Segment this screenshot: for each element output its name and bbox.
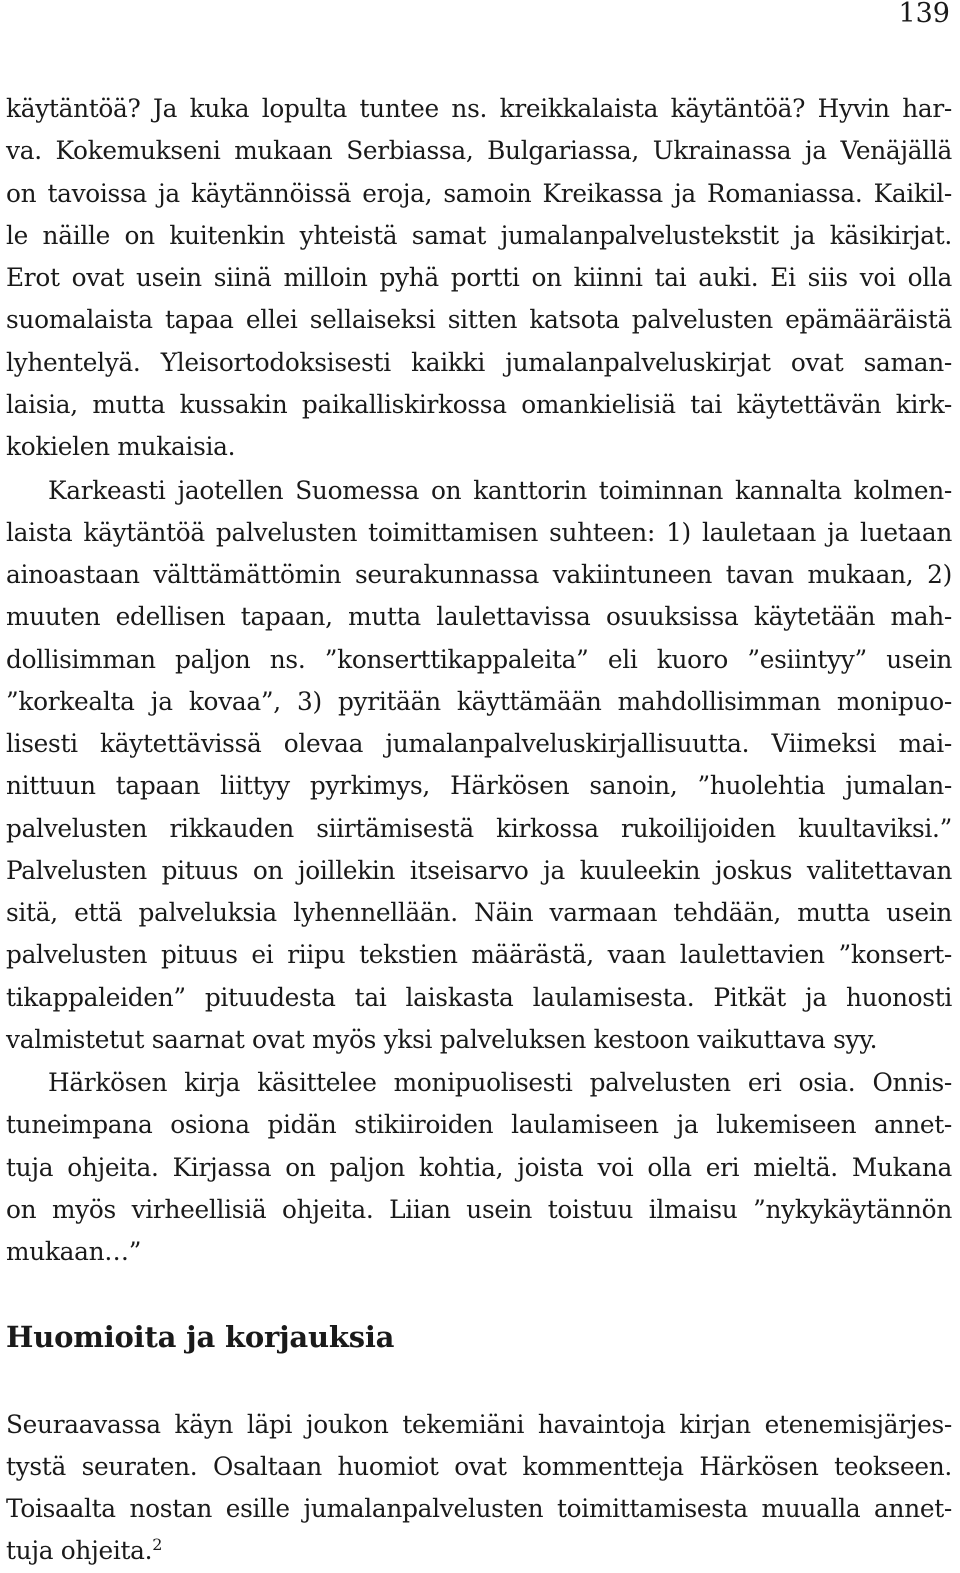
paragraph1-line: laisia, mutta kussakin paikalliskirkossa omankielisiä tai käytettävän kirk- [6, 390, 952, 419]
paragraph4-line: tystä seuraten. Osaltaan huomiot ovat kommentteja Härkösen teokseen. [6, 1452, 952, 1481]
paragraph2-line: dollisimman paljon ns. ”konserttikappaleita” eli kuoro ”esiintyy” usein [6, 645, 952, 674]
paragraph4-line: Toisaalta nostan esille jumalanpalvelusten toimittamisesta muualla annet- [6, 1494, 952, 1523]
paragraph4-line: Seuraavassa käyn läpi joukon tekemiäni havaintoja kirjan etenemisjärjes- [6, 1410, 952, 1439]
paragraph2-line: Palvelusten pituus on joillekin itseisarvo ja kuuleekin joskus valitettavan [6, 856, 952, 885]
paragraph3-line: on myös virheellisiä ohjeita. Liian usein toistuu ilmaisu ”nykykäytännön [6, 1195, 952, 1224]
paragraph1-line: va. Kokemukseni mukaan Serbiassa, Bulgariassa, Ukrainassa ja Venäjällä [6, 136, 952, 165]
paragraph2-line: nittuun tapaan liittyy pyrkimys, Härkösen sanoin, ”huolehtia jumalan- [6, 771, 952, 800]
paragraph2-line: palvelusten pituus ei riipu tekstien määrästä, vaan laulettavien ”konsert- [6, 940, 952, 969]
paragraph2-line: ainoastaan välttämättömin seurakunnassa vakiintuneen tavan mukaan, 2) [6, 560, 952, 589]
paragraph4-last-text: tuja ohjeita. [6, 1536, 153, 1565]
paragraph3-line: mukaan…” [6, 1237, 142, 1266]
paragraph1-line: Erot ovat usein siinä milloin pyhä portti on kiinni tai auki. Ei siis voi olla [6, 263, 952, 292]
paragraph2-line: lisesti käytettävissä olevaa jumalanpalveluskirjallisuutta. Viimeksi mai- [6, 729, 952, 758]
paragraph2-line: tikappaleiden” pituudesta tai laiskasta laulamisesta. Pitkät ja huonosti [6, 983, 952, 1012]
paragraph1-line: suomalaista tapaa ellei sellaiseksi sitten katsota palvelusten epämääräistä [6, 305, 952, 334]
paragraph2-line: Karkeasti jaotellen Suomessa on kanttorin toiminnan kannalta kolmen- [48, 476, 952, 505]
paragraph3-line: Härkösen kirja käsittelee monipuolisesti palvelusten eri osia. Onnis- [48, 1068, 952, 1097]
paragraph1-line: le näille on kuitenkin yhteistä samat jumalanpalvelustekstit ja käsikirjat. [6, 221, 952, 250]
paragraph4-line [6, 1536, 952, 1566]
paragraph2-line: palvelusten rikkauden siirtämisestä kirkossa rukoilijoiden kuultaviksi.” [6, 814, 952, 843]
paragraph2-line: ”korkealta ja kovaa”, 3) pyritään käyttämään mahdollisimman monipuo- [6, 687, 952, 716]
footnote-reference[interactable]: 2 [152, 1535, 163, 1554]
paragraph2-line: laista käytäntöä palvelusten toimittamisen suhteen: 1) lauletaan ja luetaan [6, 518, 952, 547]
paragraph1-line: on tavoissa ja käytännöissä eroja, samoin Kreikassa ja Romaniassa. Kaikil- [6, 179, 952, 208]
paragraph1-line: kokielen mukaisia. [6, 432, 236, 461]
paragraph2-line: sitä, että palveluksia lyhennellään. Näin varmaan tehdään, mutta usein [6, 898, 952, 927]
page-number: 139 [898, 0, 950, 29]
paragraph2-line: muuten edellisen tapaan, mutta laulettavissa osuuksissa käytetään mah- [6, 602, 952, 631]
paragraph1-line: käytäntöä? Ja kuka lopulta tuntee ns. kreikkalaista käytäntöä? Hyvin har- [6, 94, 952, 123]
paragraph3-line: tuja ohjeita. Kirjassa on paljon kohtia, joista voi olla eri mieltä. Mukana [6, 1153, 952, 1182]
paragraph3-line: tuneimpana osiona pidän stikiiroiden laulamiseen ja lukemiseen annet- [6, 1110, 952, 1139]
section-heading: Huomioita ja korjauksia [6, 1320, 395, 1354]
paragraph1-line: lyhentelyä. Yleisortodoksisesti kaikki jumalanpalveluskirjat ovat saman- [6, 348, 952, 377]
paragraph2-line: valmistetut saarnat ovat myös yksi palveluksen kestoon vaikuttava syy. [6, 1025, 878, 1054]
